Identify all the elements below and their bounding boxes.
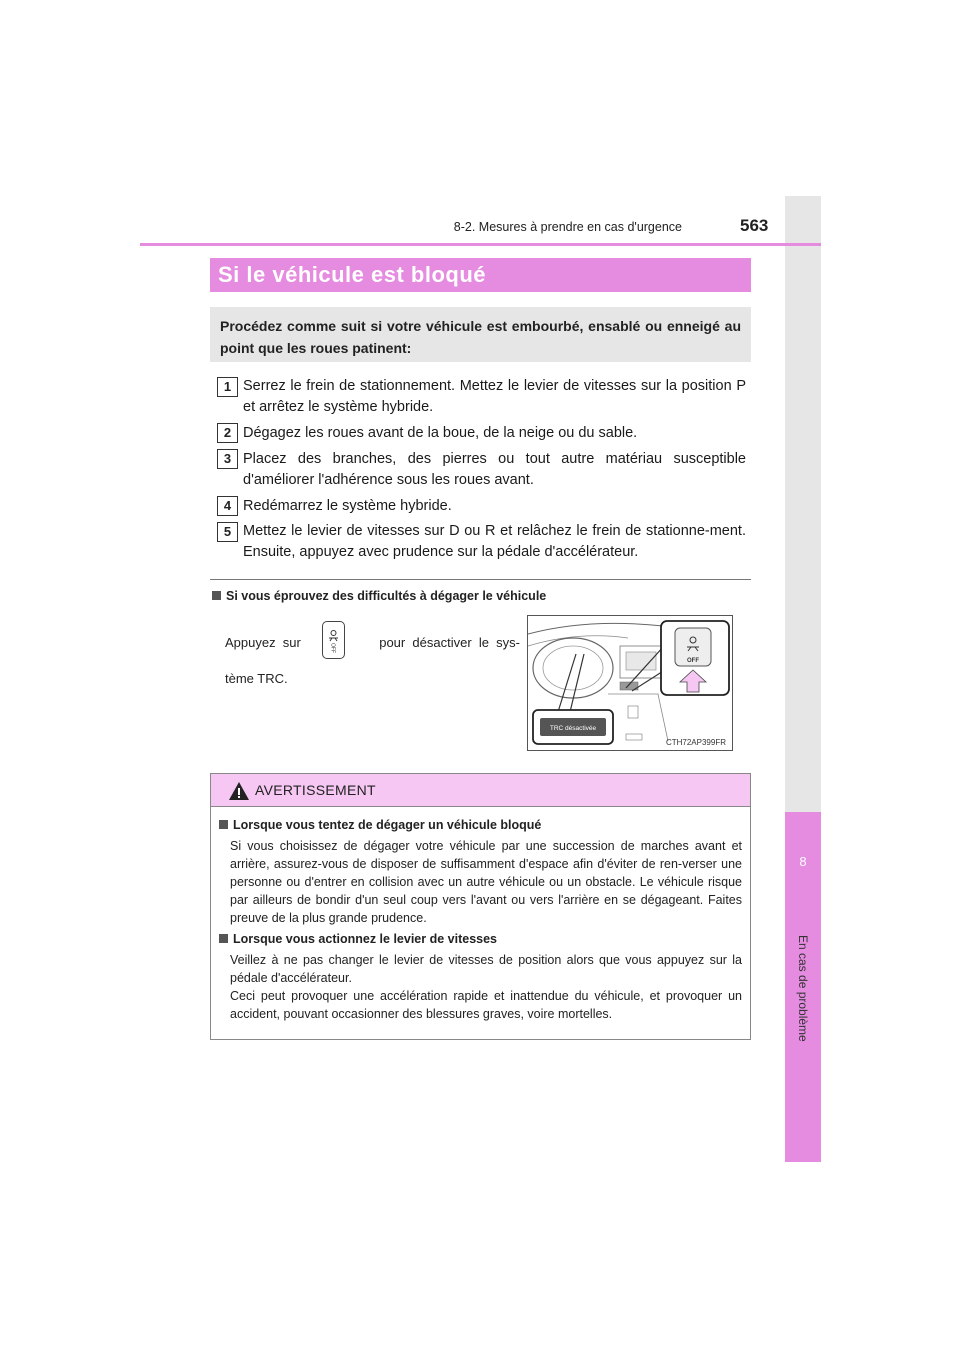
step-text: Dégagez les roues avant de la boue, de la neige ou du sable. bbox=[243, 425, 638, 441]
dashboard-illustration bbox=[527, 615, 733, 751]
subsection-body: Appuyez sur pour désactiver le sys-tème TRC. bbox=[225, 635, 520, 686]
bullet-square-icon bbox=[219, 820, 228, 829]
chapter-number: 8 bbox=[799, 854, 807, 869]
illustration-code: CTH72AP399FR bbox=[665, 738, 726, 747]
step-number: 3 bbox=[217, 449, 238, 469]
trc-display-text: TRC désactivée bbox=[549, 725, 597, 732]
chapter-label: En cas de problème bbox=[796, 935, 810, 1042]
warning-item-heading: Lorsque vous tentez de dégager un véhicule bloqué bbox=[219, 818, 541, 832]
header-divider bbox=[140, 243, 821, 246]
step-number: 4 bbox=[217, 496, 238, 516]
step-number: 2 bbox=[217, 423, 238, 443]
warning-title: AVERTISSEMENT bbox=[255, 782, 376, 798]
trc-off-button-icon bbox=[322, 621, 345, 659]
section-title: 8-2. Mesures à prendre en cas d'urgence bbox=[453, 220, 682, 234]
step-text: Mettez le levier de vitesses sur D ou R et relâchez le frein de stationne-ment. Ensuite, appuyez avec prudence sur la pédale d'accélérateur. bbox=[243, 523, 746, 560]
warning-item-body: Veillez à ne pas changer le levier de vitesses de position alors que vous appuyez sur la pédale d'accélérateur. Ceci peut provoquer une accélération rapide et inattendue du véhicule, et provoquer un accident, pouvant occasionner des blessures graves, voire mortelles. bbox=[230, 953, 742, 1021]
page-title-bar bbox=[210, 258, 751, 292]
page-title: Si le véhicule est bloqué bbox=[218, 262, 487, 287]
step-text: Redémarrez le système hybride. bbox=[243, 498, 452, 514]
dashboard-drawing bbox=[528, 616, 733, 751]
svg-text:OFF: OFF bbox=[329, 643, 336, 653]
step-text: Serrez le frein de stationnement. Mettez le levier de vitesses sur la position P et arrêtez le système hybride. bbox=[243, 378, 746, 415]
section-divider bbox=[210, 579, 751, 580]
bullet-square-icon bbox=[219, 934, 228, 943]
intro-box: Procédez comme suit si votre véhicule est embourbé, ensablé ou enneigé au point que les roues patinent: bbox=[210, 307, 751, 362]
page-number: 563 bbox=[740, 216, 769, 235]
step-text: Placez des branches, des pierres ou tout autre matériau susceptible d'améliorer l'adhérence sous les roues avant. bbox=[243, 451, 746, 488]
warning-item-body: Si vous choisissez de dégager votre véhicule par une succession de marches avant et arrière, assurez-vous de disposer de suffisamment d'espace afin d'éviter de ren-verser une personne ou d'entrer en collision avec un autre véhicule ou un obstacle. Le véhicule risque par ailleurs de bondir d'un seul coup vers l'avant ou vers l'arrière en se dégageant. Faites preuve de la plus grande prudence. bbox=[230, 839, 742, 925]
subsection-heading: Si vous éprouvez des difficultés à dégager le véhicule bbox=[212, 589, 546, 603]
warning-triangle-icon bbox=[228, 781, 250, 801]
step-number: 1 bbox=[217, 377, 238, 397]
button-off-label: OFF bbox=[687, 658, 699, 664]
warning-box bbox=[210, 773, 751, 1040]
step-number: 5 bbox=[217, 522, 238, 542]
warning-item-heading: Lorsque vous actionnez le levier de vitesses bbox=[219, 932, 497, 946]
warning-header bbox=[211, 774, 750, 807]
bullet-square-icon bbox=[212, 591, 221, 600]
